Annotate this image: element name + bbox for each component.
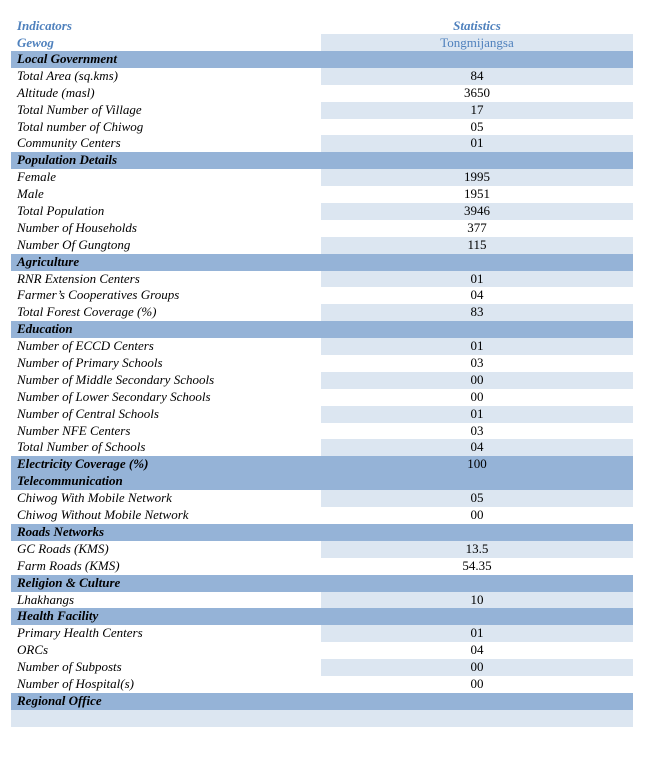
table-row [11, 406, 633, 423]
indicator-value: 00 [470, 675, 484, 691]
indicator-value [321, 321, 633, 338]
indicator-value [321, 575, 633, 592]
table-row [11, 135, 633, 152]
statistics-table [11, 17, 633, 727]
table-row [11, 423, 633, 440]
section-row [11, 608, 633, 625]
indicator-value: 10 [321, 592, 633, 609]
indicator-value: 00 [321, 659, 633, 676]
indicator-label: Number Of Gungtong [17, 236, 131, 252]
indicator-label: Number of Middle Secondary Schools [17, 371, 215, 387]
indicator-value: 01 [321, 271, 633, 288]
table-row [11, 541, 633, 558]
indicator-value [321, 152, 633, 169]
indicator-value: 83 [321, 304, 633, 321]
section-row [11, 456, 633, 473]
indicator-label: Farmer’s Cooperatives Groups [17, 287, 180, 303]
indicator-label: Total Forest Coverage (%) [17, 304, 157, 320]
indicator-value [321, 473, 633, 490]
indicator-value: 3650 [464, 84, 490, 100]
indicator-label: Chiwog Without Mobile Network [17, 507, 189, 523]
table-row [11, 237, 633, 254]
header-row [11, 17, 633, 34]
indicator-label: Total number of Chiwog [17, 118, 144, 134]
table-row [11, 507, 633, 524]
indicator-label: Total Number of Village [17, 101, 142, 117]
section-row [11, 473, 633, 490]
indicator-value: 04 [321, 439, 633, 456]
table-row [11, 625, 633, 642]
indicator-label: Roads Networks [17, 523, 105, 539]
gewog-label: Gewog [17, 35, 54, 50]
section-row [11, 321, 633, 338]
table-row [11, 372, 633, 389]
table-row [11, 676, 633, 693]
indicator-value [321, 524, 633, 541]
indicator-label: Religion & Culture [17, 574, 121, 590]
indicator-label: Total Population [17, 203, 105, 219]
indicator-value: 03 [470, 355, 484, 371]
indicator-value: 00 [470, 507, 484, 523]
table-row [11, 558, 633, 575]
indicator-value: 377 [467, 219, 487, 235]
indicator-label: Number of Lower Secondary Schools [17, 388, 211, 404]
indicator-value: 115 [321, 237, 633, 254]
table-row [11, 119, 633, 136]
indicator-label: Number of Subposts [17, 659, 122, 675]
section-row [11, 254, 633, 271]
indicator-label: Number NFE Centers [17, 422, 131, 438]
indicator-value [321, 51, 633, 68]
indicator-label: Altitude (masl) [17, 84, 95, 100]
section-row [11, 575, 633, 592]
indicator-label: Agriculture [17, 253, 80, 269]
blank-row [11, 710, 633, 727]
indicator-label: Total Number of Schools [17, 439, 146, 455]
section-row [11, 152, 633, 169]
indicator-value: 03 [470, 422, 484, 438]
indicator-label: Primary Health Centers [17, 625, 143, 641]
table-row [11, 490, 633, 507]
indicator-value: 04 [470, 642, 484, 658]
indicator-label: Telecommunication [17, 473, 123, 489]
indicator-value: 01 [321, 625, 633, 642]
table-row [11, 102, 633, 119]
indicator-label: Population Details [17, 152, 118, 168]
indicator-label: ORCs [17, 642, 49, 658]
indicator-label: RNR Extension Centers [17, 270, 140, 286]
indicator-label: Total Area (sq.kms) [17, 67, 118, 83]
table-row [11, 389, 633, 406]
table-body [11, 51, 633, 727]
indicator-value: 1951 [464, 186, 490, 202]
indicator-label: Health Facility [17, 608, 99, 624]
indicator-label: Number of ECCD Centers [17, 338, 154, 354]
indicator-value: 01 [321, 135, 633, 152]
indicator-label: Number of Households [17, 219, 137, 235]
indicator-value: 04 [470, 287, 484, 303]
indicator-label: Community Centers [17, 135, 121, 151]
gewog-row [11, 34, 633, 51]
indicator-value [321, 693, 633, 710]
indicator-label: Local Government [17, 51, 118, 66]
indicator-label: Farm Roads (KMS) [17, 557, 120, 573]
table-row [11, 169, 633, 186]
indicator-value: 00 [321, 372, 633, 389]
indicators-heading: Indicators [17, 18, 72, 33]
table-row [11, 338, 633, 355]
indicator-label: GC Roads (KMS) [17, 540, 109, 556]
table-row [11, 203, 633, 220]
indicator-value: 1995 [321, 169, 633, 186]
indicator-value: 84 [321, 68, 633, 85]
indicator-value: 00 [470, 388, 484, 404]
section-row [11, 51, 633, 68]
indicator-value: 05 [470, 118, 484, 134]
table-row [11, 304, 633, 321]
table-row [11, 186, 633, 203]
indicator-value: 01 [321, 406, 633, 423]
indicator-label: Male [17, 186, 44, 202]
indicator-value: 3946 [321, 203, 633, 220]
indicator-value: 100 [467, 456, 487, 472]
table-row [11, 642, 633, 659]
section-row [11, 693, 633, 710]
indicator-value: 17 [321, 102, 633, 119]
indicator-value [321, 608, 633, 625]
indicator-label: Lhakhangs [17, 591, 75, 607]
indicator-label: Number of Primary Schools [17, 355, 163, 371]
table-row [11, 85, 633, 102]
table-row [11, 592, 633, 609]
section-row [11, 524, 633, 541]
table-row [11, 439, 633, 456]
table-row [11, 68, 633, 85]
indicator-value: 13.5 [321, 541, 633, 558]
indicator-value [321, 254, 633, 271]
gewog-value: Tongmijangsa [321, 34, 633, 51]
table-row [11, 287, 633, 304]
indicator-value: 01 [321, 338, 633, 355]
table-row [11, 220, 633, 237]
indicator-label: Electricity Coverage (%) [17, 456, 149, 472]
table-row [11, 659, 633, 676]
indicator-label: Regional Office [17, 692, 102, 708]
indicator-label: Number of Central Schools [17, 405, 159, 421]
indicator-value: 54.35 [462, 557, 492, 573]
indicator-label: Chiwog With Mobile Network [17, 490, 172, 506]
indicator-value [321, 710, 633, 727]
table-row [11, 355, 633, 372]
indicator-value: 05 [321, 490, 633, 507]
indicator-label: Female [17, 169, 56, 185]
table-row [11, 271, 633, 288]
statistics-heading: Statistics [453, 18, 501, 33]
indicator-label: Education [17, 321, 73, 337]
indicator-label: Number of Hospital(s) [17, 675, 134, 691]
